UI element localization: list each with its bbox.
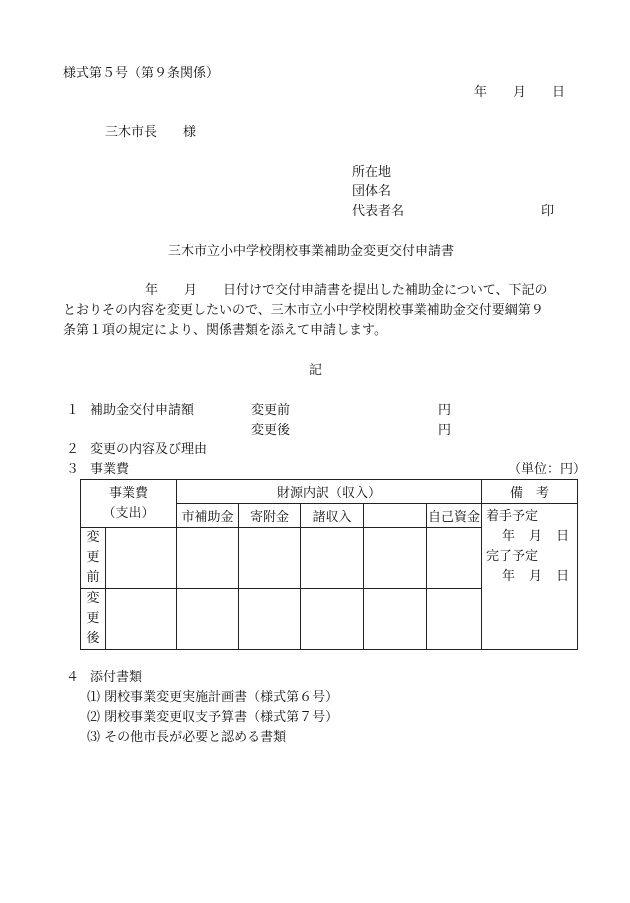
after-misc-cell xyxy=(301,589,364,650)
end-day: 日 xyxy=(556,569,570,584)
after-own-cell xyxy=(427,589,482,650)
row-before-char-2: 更 xyxy=(86,550,100,565)
remarks-header: 備 考 xyxy=(482,480,578,504)
body-line-3: 条第１項の規定により、関係書類を添えて申請します。 xyxy=(63,323,387,338)
attachment-item-2: ⑵ 閉校事業変更収支予算書（様式第７号） xyxy=(87,710,339,725)
after-city-cell xyxy=(177,589,239,650)
ki-heading: 記 xyxy=(309,363,323,378)
row-after-char-3: 後 xyxy=(86,631,100,646)
after-donation-cell xyxy=(239,589,301,650)
expense-header-line-2: （支出） xyxy=(102,505,155,521)
row-after-char-2: 更 xyxy=(86,611,100,626)
item-3-number: ３ xyxy=(66,462,80,477)
end-month: 月 xyxy=(529,569,543,584)
attachment-item-1: ⑴ 閉校事業変更実施計画書（様式第６号） xyxy=(87,690,339,705)
attachment-item-3: ⑶ その他市長が必要と認める書類 xyxy=(87,730,287,745)
row-label-before xyxy=(81,528,106,589)
col-city-subsidy: 市補助金 xyxy=(177,504,239,528)
item-2-label: 変更の内容及び理由 xyxy=(90,442,208,457)
before-expense-cell xyxy=(106,528,177,589)
col-blank xyxy=(364,504,427,528)
before-change-label: 変更前 xyxy=(251,403,291,418)
end-year: 年 xyxy=(502,569,516,584)
addressee xyxy=(105,125,196,141)
item-4-label: 添付書類 xyxy=(90,670,143,685)
expense-header xyxy=(81,480,177,528)
form-number: 様式第５号（第９条関係） xyxy=(63,66,220,81)
after-expense-cell xyxy=(106,589,177,650)
representative-label: 代表者名 xyxy=(352,204,405,219)
item-4-number: ４ xyxy=(66,670,80,685)
row-before-char-3: 前 xyxy=(86,570,100,585)
item-1-number: １ xyxy=(66,403,80,418)
addressee-honorific: 様 xyxy=(183,125,197,140)
before-blank-cell xyxy=(364,528,427,589)
yen-before: 円 xyxy=(438,403,452,418)
before-own-cell xyxy=(427,528,482,589)
seal-mark: 印 xyxy=(541,204,555,219)
addressee-name: 三木市長 xyxy=(105,125,158,140)
row-before-char-1: 変 xyxy=(86,530,100,545)
yen-after: 円 xyxy=(438,423,452,438)
start-date xyxy=(486,527,573,547)
expense-header-line-1: 事業費 xyxy=(109,485,149,501)
unit-label: （単位：円） xyxy=(508,462,587,477)
date-year: 年 xyxy=(474,85,488,100)
item-1-label: 補助金交付申請額 xyxy=(90,403,195,418)
budget-table xyxy=(80,479,578,650)
after-blank-cell xyxy=(364,589,427,650)
start-month: 月 xyxy=(529,529,543,544)
col-misc-income: 諸収入 xyxy=(301,504,364,528)
body-line-1 xyxy=(145,283,548,299)
item-3-label: 事業費 xyxy=(90,462,130,477)
col-own-funds: 自己資金 xyxy=(427,504,482,528)
body-month: 月 xyxy=(184,283,198,298)
start-schedule-label: 着手予定 xyxy=(486,509,539,524)
start-day: 日 xyxy=(556,529,570,544)
start-year: 年 xyxy=(502,529,516,544)
col-donation: 寄附金 xyxy=(239,504,301,528)
date-day: 日 xyxy=(552,85,566,100)
before-donation-cell xyxy=(239,528,301,589)
remarks-cell xyxy=(482,504,578,650)
before-misc-cell xyxy=(301,528,364,589)
document-title: 三木市立小中学校閉校事業補助金変更交付申請書 xyxy=(168,244,455,259)
before-city-cell xyxy=(177,528,239,589)
end-schedule-label: 完了予定 xyxy=(486,549,539,564)
body-line-1-text: 日付けで交付申請書を提出した補助金について、下記の xyxy=(223,283,548,298)
after-change-label: 変更後 xyxy=(251,423,291,438)
group-label: 団体名 xyxy=(352,184,392,199)
body-year: 年 xyxy=(145,283,159,298)
row-after-char-1: 変 xyxy=(86,591,100,606)
date-month: 月 xyxy=(513,85,527,100)
body-line-2: とおりその内容を変更したいので、三木市立小中学校閉校事業補助金交付要綱第９ xyxy=(63,303,544,318)
end-date xyxy=(486,567,573,587)
location-label: 所在地 xyxy=(352,165,392,180)
funding-header: 財源内訳（収入） xyxy=(177,480,482,504)
date-line xyxy=(474,85,565,101)
row-label-after xyxy=(81,589,106,650)
item-2-number: ２ xyxy=(66,442,80,457)
